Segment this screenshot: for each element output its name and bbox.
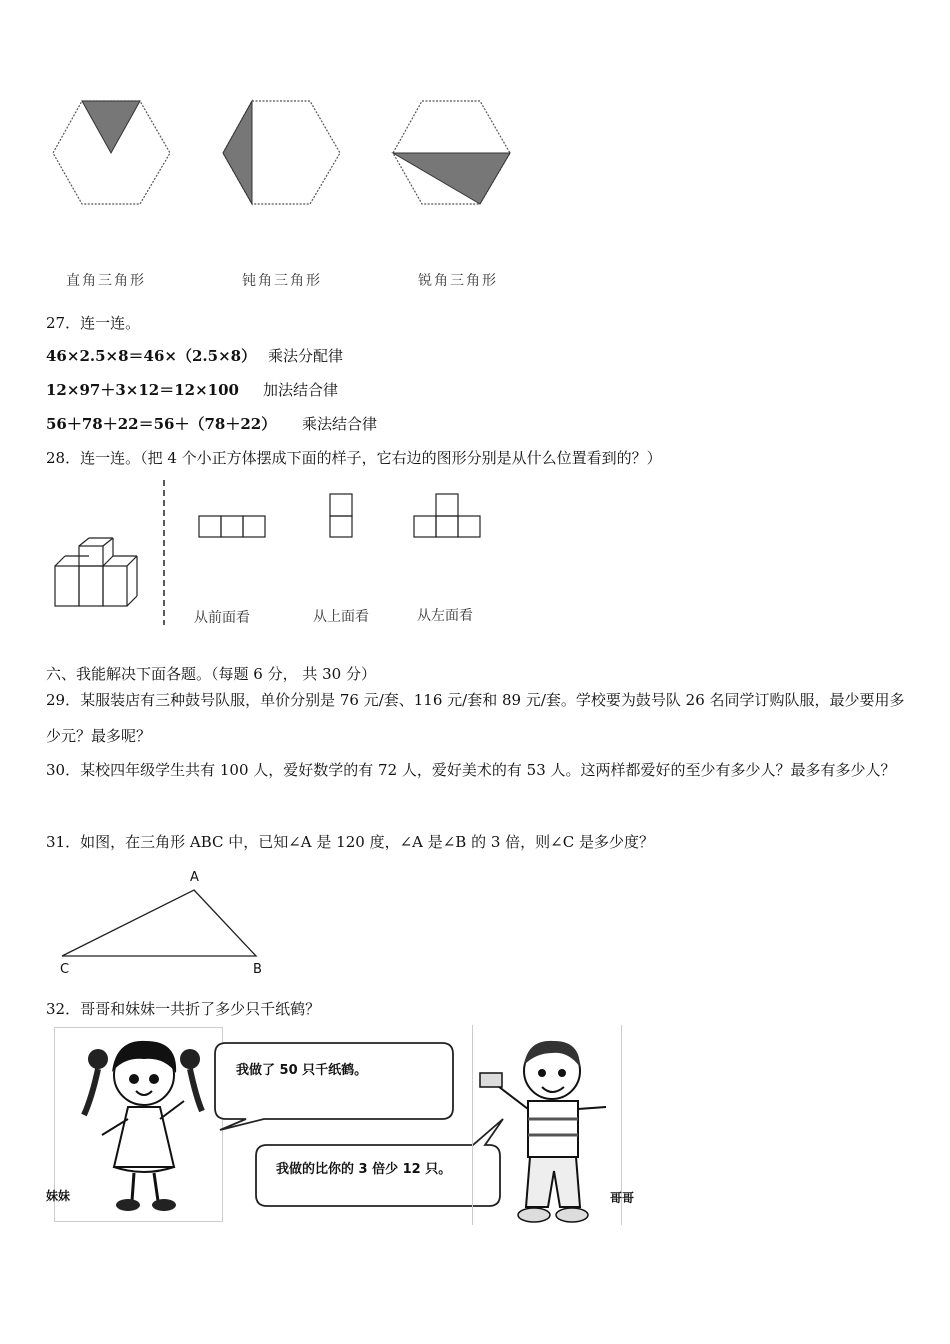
- front-view-shape: [198, 515, 268, 539]
- q27-row1-left: 46×2.5×8＝46×（2.5×8）: [46, 347, 257, 365]
- hexagon-obtuse-triangle: [220, 98, 350, 208]
- caption-acute-triangle: 锐角三角形: [418, 273, 498, 289]
- q31-text: 31．如图，在三角形 ABC 中，已知∠A 是 120 度，∠A 是∠B 的 3 倍，则∠C 是多少度？: [46, 833, 654, 851]
- caption-right-triangle: 直角三角形: [66, 273, 146, 289]
- section6-heading: 六、我能解决下面各题。（每题 6 分， 共 30 分）: [46, 665, 376, 683]
- q27-row2-left: 12×97＋3×12＝12×100: [46, 381, 239, 399]
- q32-text: 32．哥哥和妹妹一共折了多少只千纸鹤？: [46, 1000, 321, 1018]
- caption-obtuse-triangle: 钝角三角形: [242, 273, 322, 289]
- bubble-boy-text: 我做的比你的 3 倍少 12 只。: [276, 1162, 452, 1177]
- triangle-abc: [56, 868, 286, 978]
- q27-row1-right: 乘法分配律: [268, 347, 344, 365]
- girl-illustration-icon: [54, 1027, 224, 1223]
- dashed-divider: [162, 480, 166, 625]
- vertex-label-b: B: [253, 962, 262, 977]
- q27-title: 27．连一连。: [46, 314, 141, 332]
- cube-stack-icon: [52, 538, 152, 608]
- q28-title: 28．连一连。（把 4 个小正方体摆成下面的样子，它右边的图形分别是从什么位置看到的？）: [46, 449, 662, 467]
- q27-row2-right: 加法结合律: [263, 381, 339, 399]
- q27-row3-right: 乘法结合律: [302, 415, 378, 433]
- q30-text: 30．某校四年级学生共有 100 人，爱好数学的有 72 人，爱好美术的有 53 人。这两样都爱好的至少有多少人？最多有多少人？: [46, 761, 896, 779]
- caption-top-view: 从上面看: [313, 609, 369, 625]
- bubble-girl-text: 我做了 50 只千纸鹤。: [236, 1063, 368, 1078]
- caption-front-view: 从前面看: [194, 610, 250, 626]
- q29-text: 29．某服装店有三种鼓号队服，单价分别是 76 元/套、116 元/套和 89 元/套。学校要为鼓号队 26 名同学订购队服，最少要用多少元？最多呢？: [46, 691, 905, 745]
- q27-row3-left: 56＋78＋22＝56＋（78＋22）: [46, 415, 277, 433]
- vertex-label-c: C: [60, 962, 70, 977]
- top-view-shape: [329, 493, 355, 539]
- boy-label: 哥哥: [610, 1191, 635, 1205]
- hexagon-right-triangle: [50, 98, 180, 208]
- left-view-shape: [413, 493, 483, 539]
- caption-left-view: 从左面看: [417, 608, 473, 624]
- hexagon-acute-triangle: [390, 98, 520, 208]
- vertex-label-a: A: [190, 870, 199, 885]
- boy-illustration-icon: [472, 1025, 622, 1225]
- girl-label: 妹妹: [46, 1189, 71, 1203]
